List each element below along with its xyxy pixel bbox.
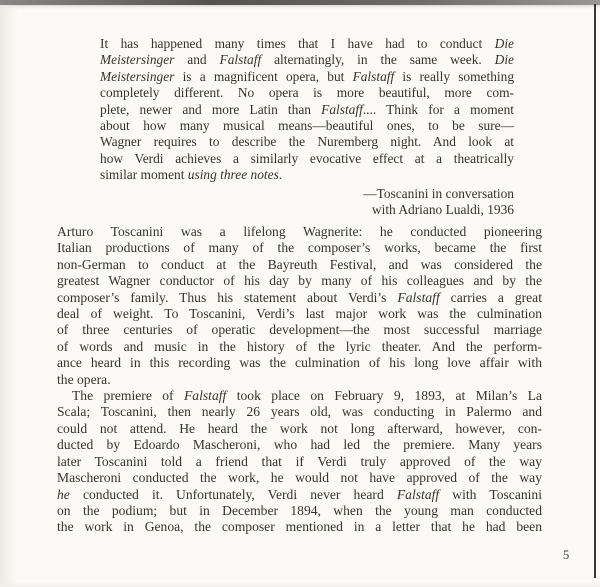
text-line: composer’s family. Thus his statement about Verdi’s Falstaff carries a great bbox=[57, 289, 542, 305]
text-line: about how many musical means—beautiful ones, to be sure— bbox=[100, 118, 514, 134]
text-line: of three centuries of operatic development—the most successful marriage bbox=[57, 322, 542, 338]
text-line: Meistersinger and Falstaff alternatingly, in the same week. Die bbox=[100, 52, 514, 68]
text-line: ducted by Edoardo Mascheroni, who had led the premiere. Many years bbox=[57, 437, 542, 453]
quote-block bbox=[100, 36, 514, 218]
scan-edge-right bbox=[594, 4, 596, 578]
text-line: the opera. bbox=[57, 371, 111, 387]
text-line: —Toscanini in conversation bbox=[363, 185, 514, 201]
text-line: Italian productions of many of the composer’s works, became the first bbox=[57, 240, 542, 256]
text-line: non-German to conduct at the Bayreuth Festival, and was considered the bbox=[57, 256, 542, 272]
text-line: ance heard in this recording was the culmination of his long love affair with bbox=[57, 355, 542, 371]
text-line: greatest Wagner conductor of his day by many of his colleagues and by the bbox=[57, 273, 542, 289]
text-line: plete, newer and more Latin than Falstaff.... Think for a moment bbox=[100, 101, 514, 117]
text-line: It has happened many times that I have had to conduct Die bbox=[100, 36, 514, 51]
paragraph-2 bbox=[57, 388, 542, 536]
scan-edge-top bbox=[0, 0, 600, 5]
text-line: The premiere of Falstaff took place on February 9, 1893, at Milan’s La bbox=[72, 388, 542, 404]
text-line: completely different. No opera is more beautiful, more com- bbox=[100, 85, 514, 101]
text-line: he conducted it. Unfortunately, Verdi never heard Falstaff with Toscanini bbox=[57, 486, 542, 502]
text-line: Meistersinger is a magnificent opera, but Falstaff is really something bbox=[100, 68, 515, 84]
text-line: later Toscanini told a friend that if Verdi truly approved of the way bbox=[57, 453, 542, 469]
text-line: Mascheroni conducted the work, he would not have approved of the way bbox=[57, 470, 542, 486]
text-line: Scala; Toscanini, then nearly 26 years old, was conducting in Palermo and bbox=[57, 404, 542, 420]
scan-edge-bottom bbox=[0, 582, 600, 587]
scan-edge-left bbox=[0, 5, 18, 587]
text-line: with Adriano Lualdi, 1936 bbox=[371, 202, 514, 218]
text-line: Wagner requires to describe the Nuremberg night. And look at bbox=[100, 134, 514, 150]
text-line: on the podium; but in December 1894, when the young man conducted bbox=[57, 502, 542, 518]
text-line: deal of weight. To Toscanini, Verdi’s last major work was the culmination bbox=[57, 306, 542, 322]
quote-attribution bbox=[100, 186, 514, 219]
page-number: 5 bbox=[563, 548, 570, 562]
text-line: the work in Genoa, the composer mentioned in a letter that he had been bbox=[57, 519, 542, 535]
body-text bbox=[57, 224, 542, 536]
text-line: of words and music in the history of the lyric theater. And the perform- bbox=[57, 338, 542, 354]
text-line: how Verdi achieves a similarly evocative effect at a theatrically bbox=[100, 150, 514, 166]
text-line: could not attend. He heard the work not long afterward, however, con- bbox=[57, 420, 542, 436]
paragraph-1 bbox=[57, 224, 542, 388]
text-line: Arturo Toscanini was a lifelong Wagnerite: he conducted pioneering bbox=[57, 224, 542, 239]
text-line: similar moment using three notes. bbox=[100, 167, 283, 183]
quote-lines bbox=[100, 36, 514, 184]
